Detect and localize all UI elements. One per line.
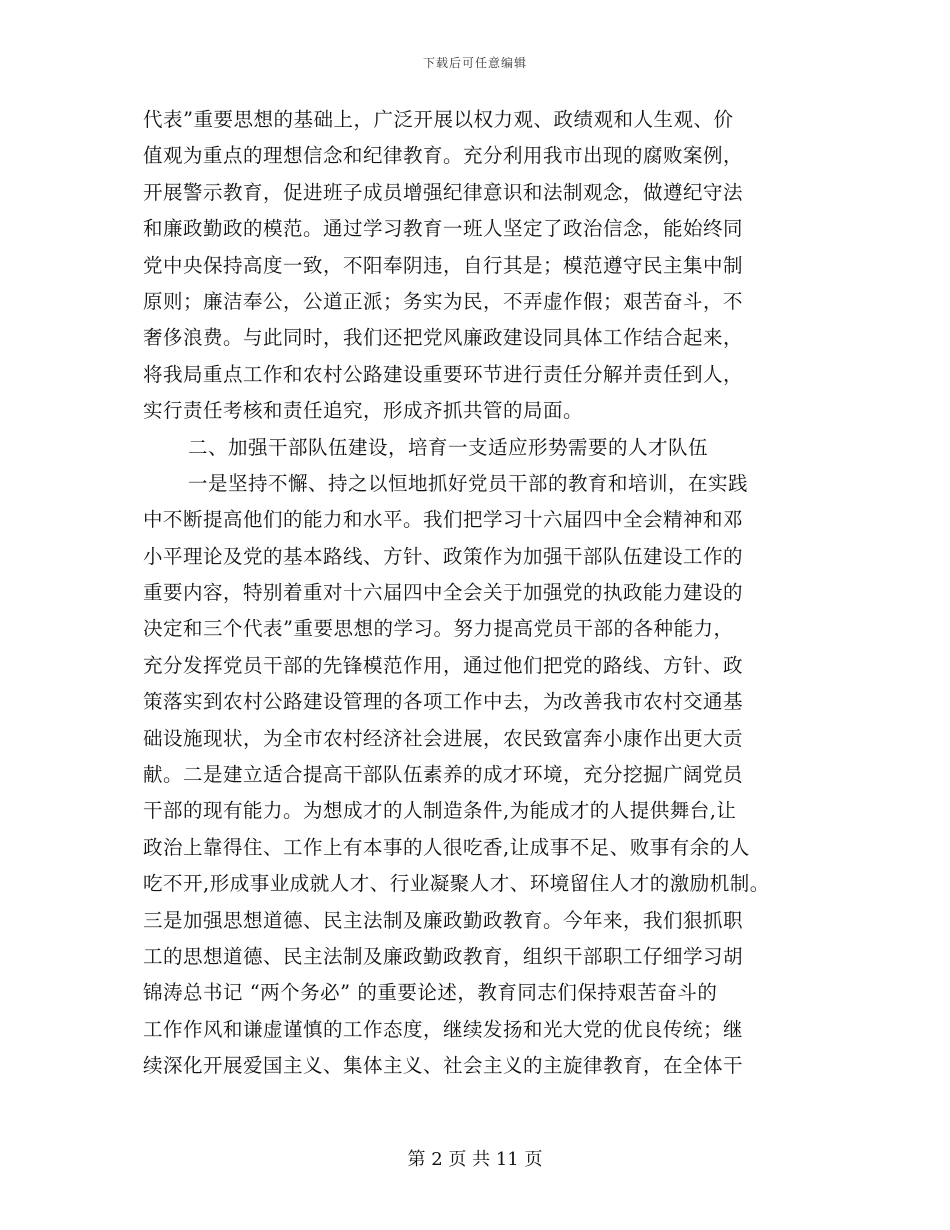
text-line: 奢侈浪费。与此同时，我们还把党风廉政建设同具体工作结合起来， bbox=[143, 326, 744, 350]
text-line: 值观为重点的理想信念和纪律教育。充分利用我市出现的腐败案例， bbox=[143, 144, 744, 168]
paragraph-first-line: 一是坚持不懈、持之以恒地抓好党员干部的教育和培训，在实践 bbox=[188, 471, 749, 495]
text-line: 和廉政勤政的模范。通过学习教育一班人坚定了政治信念，能始终同 bbox=[143, 217, 744, 241]
text-line: 工作作风和谦虚谨慎的工作态度，继续发扬和光大党的优良传统；继 bbox=[143, 1017, 744, 1041]
page-number: 第 2 页 共 11 页 bbox=[407, 1149, 543, 1170]
text-line: 中不断提高他们的能力和水平。我们把学习十六届四中全会精神和邓 bbox=[143, 508, 744, 532]
text-line: 重要内容，特别着重对十六届四中全会关于加强党的执政能力建设的 bbox=[143, 581, 744, 605]
text-line: 础设施现状，为全市农村经济社会进展，农民致富奔小康作出更大贡 bbox=[143, 726, 744, 750]
text-line: 三是加强思想道德、民主法制及廉政勤政教育。今年来，我们狠抓职 bbox=[143, 908, 744, 932]
text-line: 锦涛总书记 “两个务必” 的重要论述，教育同志们保持艰苦奋斗的 bbox=[143, 981, 718, 1005]
text-line: 代表”重要思想的基础上，广泛开展以权力观、政绩观和人生观、价 bbox=[143, 108, 734, 131]
text-line: 工的思想道德、民主法制及廉政勤政教育，组织干部职工仔细学习胡 bbox=[143, 944, 744, 968]
text-line: 将我局重点工作和农村公路建设重要环节进行责任分解并责任到人， bbox=[143, 362, 744, 386]
text-line: 小平理论及党的基本路线、方针、政策作为加强干部队伍建设工作的 bbox=[143, 544, 744, 568]
text-line: 续深化开展爱国主义、集体主义、社会主义的主旋律教育，在全体干 bbox=[143, 1054, 744, 1078]
text-line: 充分发挥党员干部的先锋模范作用，通过他们把党的路线、方针、政 bbox=[143, 653, 744, 677]
text-line: 策落实到农村公路建设管理的各项工作中去，为改善我市农村交通基 bbox=[143, 690, 744, 714]
text-line: 吃不开,形成事业成就人才、行业凝聚人才、环境留住人才的激励机制。 bbox=[143, 872, 770, 896]
document-body bbox=[143, 102, 803, 1085]
page-header-note: 下载后可任意编辑 bbox=[422, 56, 527, 70]
text-line: 实行责任考核和责任追究，形成齐抓共管的局面。 bbox=[143, 399, 584, 423]
text-line: 政治上靠得住、工作上有本事的人很吃香,让成事不足、败事有余的人 bbox=[143, 835, 750, 859]
text-line: 党中央保持高度一致，不阳奉阴违，自行其是；模范遵守民主集中制 bbox=[143, 253, 744, 277]
text-line: 决定和三个代表”重要思想的学习。努力提高党员干部的各种能力， bbox=[143, 617, 734, 641]
section-heading: 二、加强干部队伍建设，培育一支适应形势需要的人才队伍 bbox=[188, 435, 709, 459]
text-line: 干部的现有能力。为想成才的人制造条件,为能成才的人提供舞台,让 bbox=[143, 799, 737, 823]
text-line: 开展警示教育，促进班子成员增强纪律意识和法制观念，做遵纪守法 bbox=[143, 180, 744, 204]
text-line: 献。二是建立适合提高干部队伍素养的成才环境，充分挖掘广阔党员 bbox=[143, 763, 744, 787]
text-line: 原则；廉洁奉公，公道正派；务实为民，不弄虚作假；艰苦奋斗，不 bbox=[143, 289, 744, 313]
